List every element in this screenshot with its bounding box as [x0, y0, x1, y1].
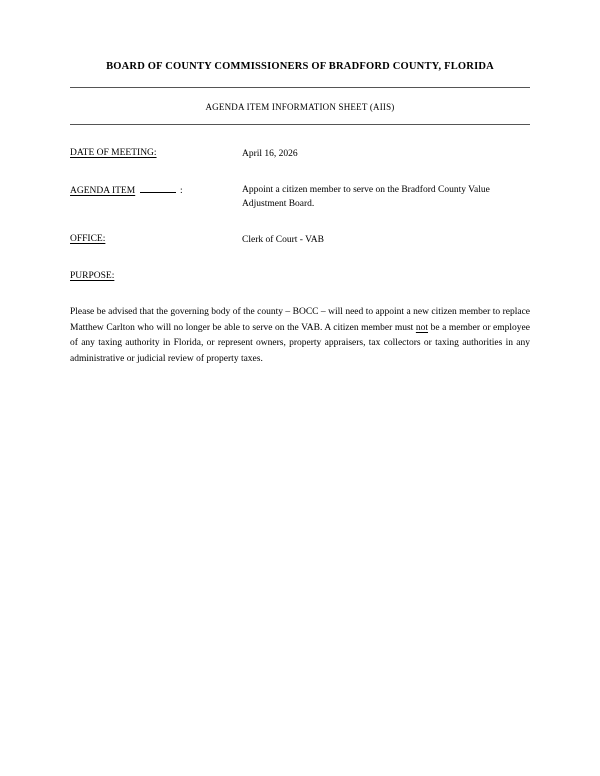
field-label-office: [70, 233, 242, 247]
field-label-text: AGENDA ITEM: [70, 185, 136, 196]
field-label-agenda-item: [70, 183, 242, 199]
field-row-office: [70, 233, 530, 247]
field-value-office: Clerk of Court - VAB: [242, 235, 324, 246]
page-title: BOARD OF COUNTY COMMISSIONERS OF BRADFORD COUNTY, FLORIDA: [106, 61, 494, 72]
document-content: [70, 60, 530, 367]
field-label-date-of-meeting: [70, 147, 242, 161]
field-row-purpose: [70, 270, 530, 284]
field-label-text: OFFICE:: [70, 234, 106, 245]
field-label-colon: :: [179, 185, 183, 196]
agenda-item-blank-field[interactable]: [140, 183, 176, 193]
subtitle-block: [70, 88, 530, 124]
purpose-body-part2: be a member or employee of any taxing authority in Florida, or represent owners, property appraisers, tax collectors or taxing authorities in any administrative or judicial review of property taxes.: [70, 322, 530, 364]
field-value-date-of-meeting: April 16, 2026: [242, 148, 298, 159]
purpose-body-text: [70, 305, 530, 367]
field-label-text: PURPOSE:: [70, 270, 115, 281]
field-value-agenda-item: Appoint a citizen member to serve on the Bradford County Value Adjustment Board.: [242, 184, 490, 210]
purpose-body-emphasis: not: [415, 322, 429, 333]
field-list: [70, 147, 530, 284]
document-subtitle: AGENDA ITEM INFORMATION SHEET (AIIS): [205, 101, 395, 112]
purpose-body-part1: Please be advised that the governing body of the county – BOCC – will need to appoint a new citizen member to replace Matthew Carlton who will no longer be able to serve on the VAB. A citizen member must: [70, 307, 530, 333]
field-row-date-of-meeting: [70, 147, 530, 161]
field-label-text: DATE OF MEETING:: [70, 147, 157, 158]
field-label-purpose: [70, 270, 242, 284]
divider-bottom: [70, 124, 530, 125]
field-row-agenda-item: [70, 183, 530, 212]
